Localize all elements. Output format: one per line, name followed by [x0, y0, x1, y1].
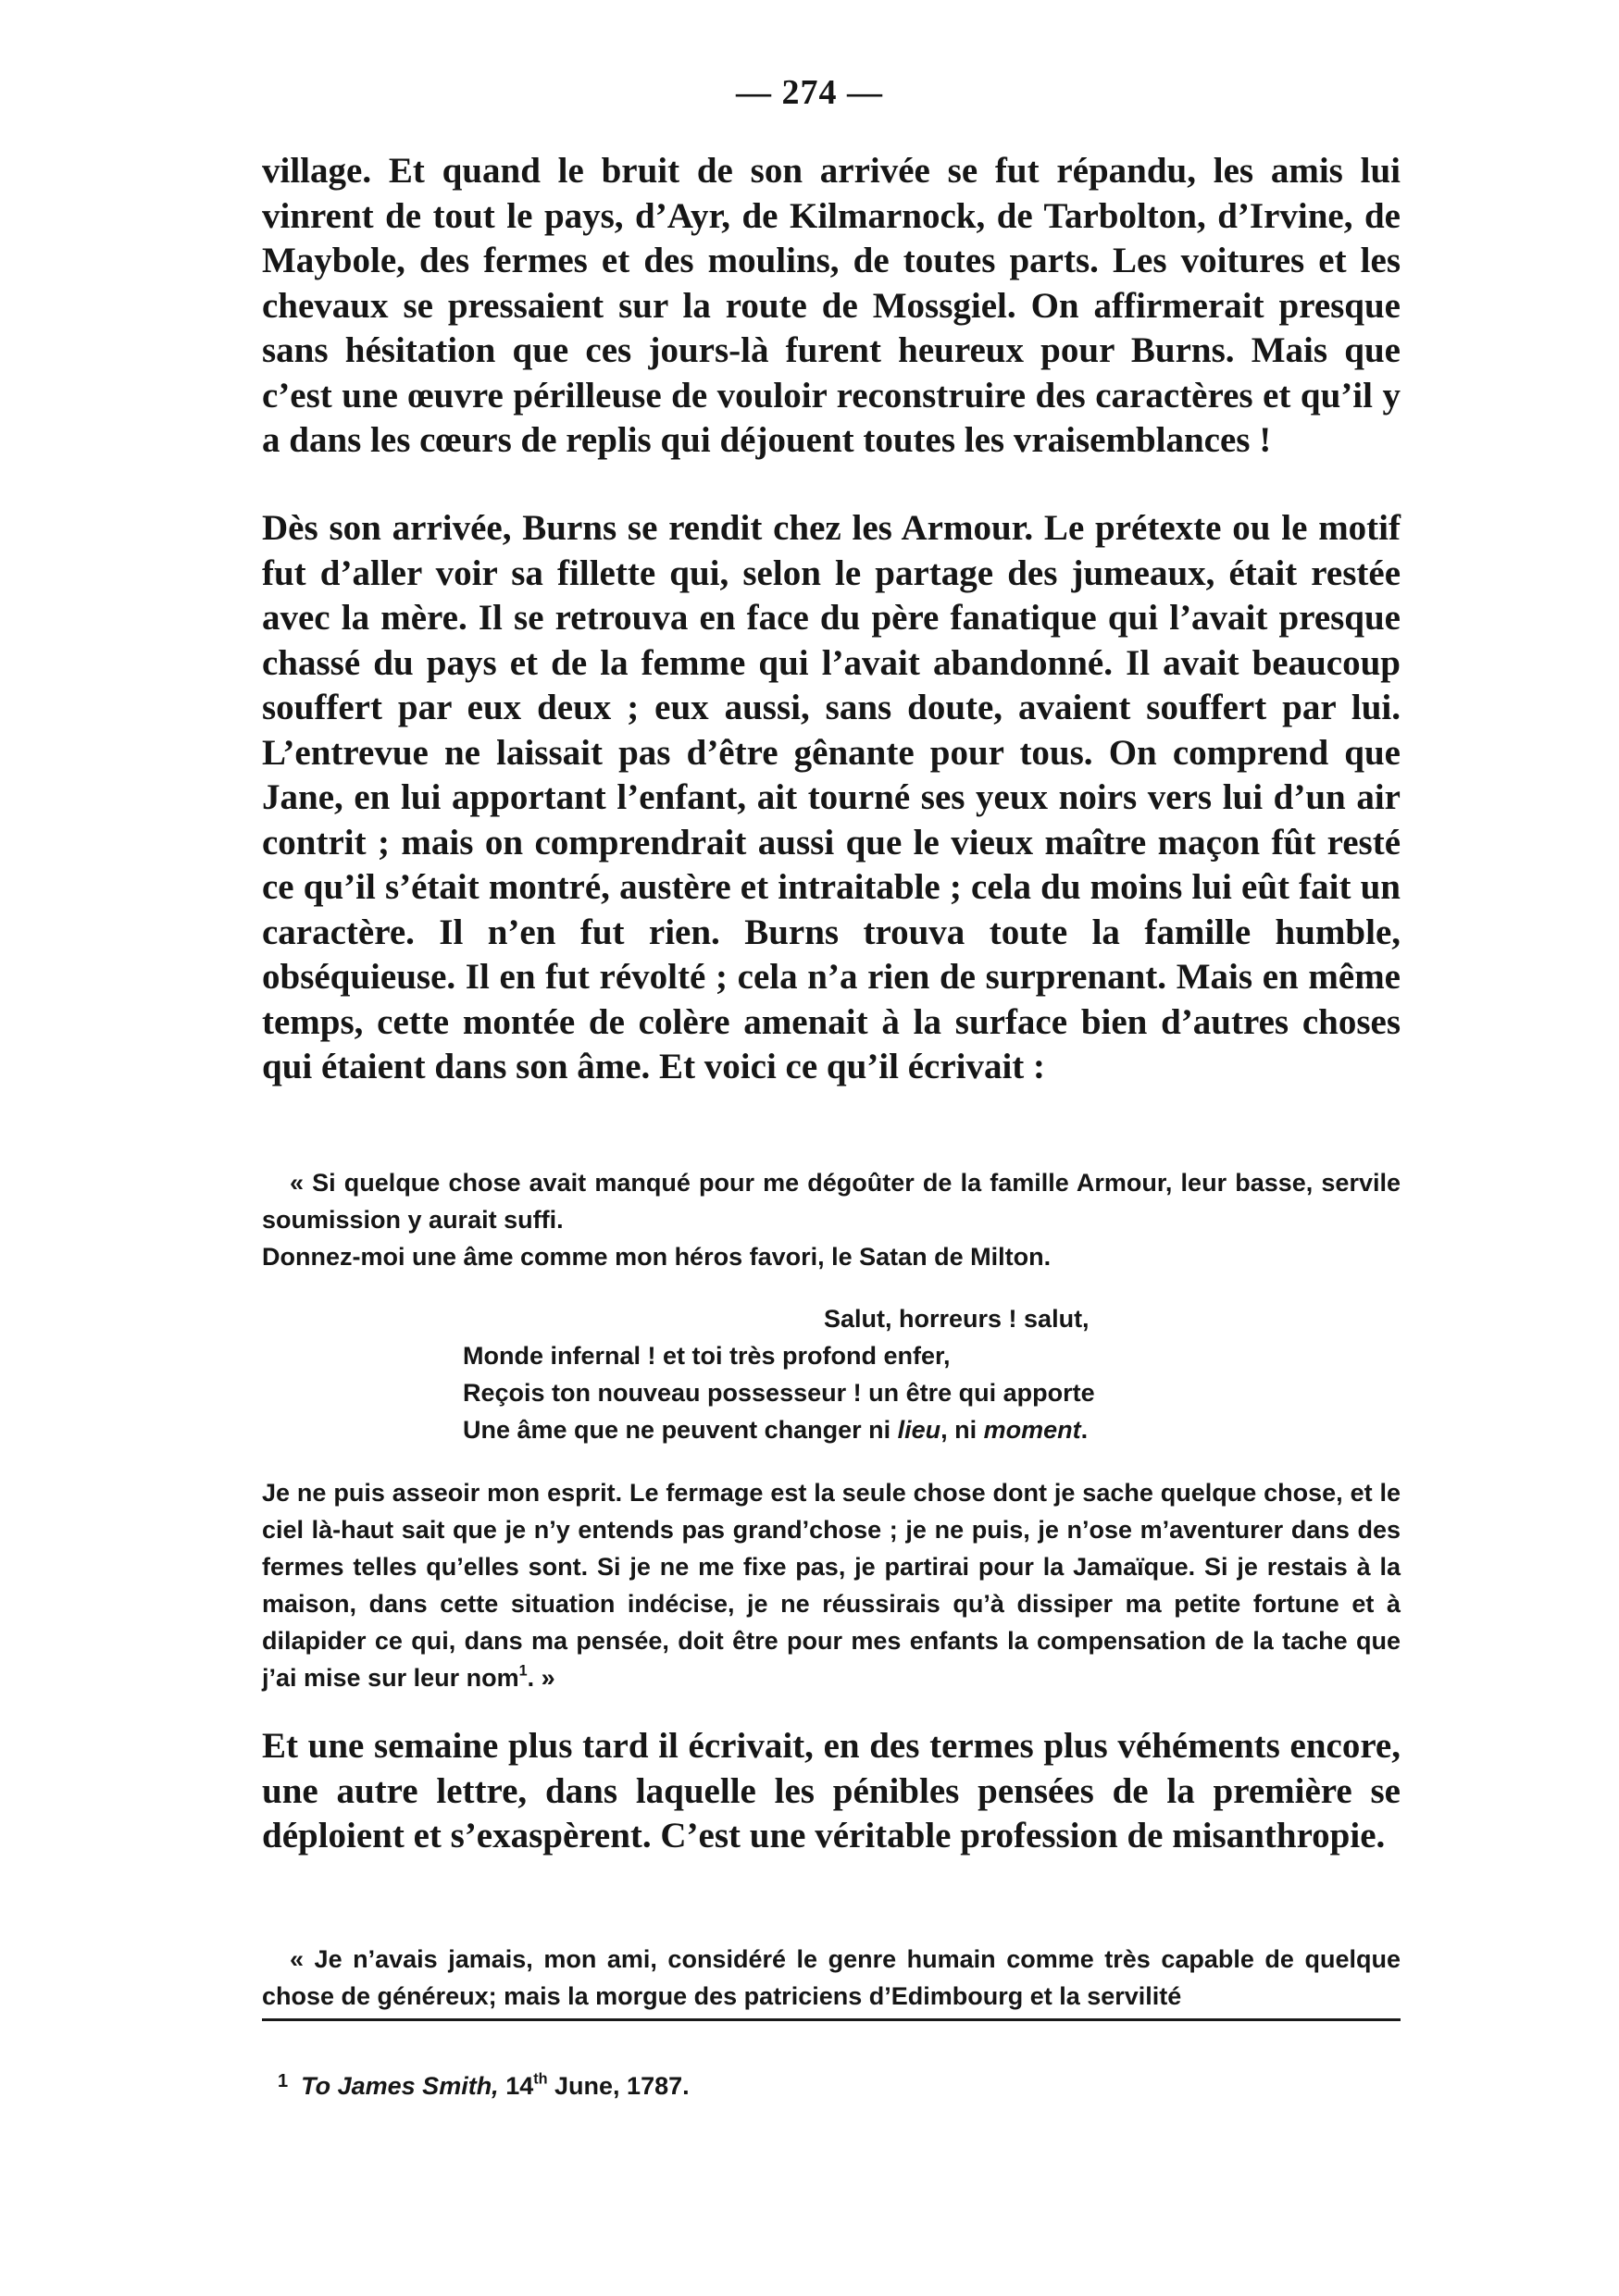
body-paragraph: Et une semaine plus tard il écrivait, en des termes plus véhéments encore, une autre lettre, dans laquelle les pénibles pensées de la première se déploient et s’exaspèrent. C’est une véritable profession de misanthropie. [262, 1726, 1401, 1855]
verse-line: Salut, horreurs ! salut, [824, 1305, 1090, 1333]
verse-line: Monde infernal ! et toi très profond enfer, [463, 1342, 951, 1370]
page-number: — 274 — [736, 73, 883, 112]
footnote [278, 2071, 690, 2101]
footnote-ordinal: th [533, 2070, 548, 2088]
quote-text: « Si quelque chose avait manqué pour me dégoûter de la famille Armour, leur basse, servile soumission y aurait suffi. [262, 1169, 1401, 1234]
footnote-reference: 1 [518, 1662, 528, 1680]
letter-quote [262, 1474, 1401, 1696]
verse-text: . [1080, 1416, 1089, 1444]
quote-text: Donnez-moi une âme comme mon héros favori, le Satan de Milton. [262, 1243, 1052, 1271]
verse-quote [463, 1300, 1095, 1448]
quote-body: Je ne puis asseoir mon esprit. Le fermage est la seule chose dont je sache quelque chose, et le ciel là-haut sait que je n’y entends pas grand’chose ; je ne puis, je n’ose m’aventurer dans des fermes telles qu’elles sont. Si je ne me fixe pas, je partirai pour la Jamaïque. Si je restais à la maison, dans cette situation indécise, je ne réussirais qu’à dissiper ma petite fortune et à dilapider ce qui, dans ma pensée, doit être pour mes enfants la compensation de la tache que j’ai mise sur leur nom [262, 1479, 1401, 1692]
verse-line: Reçois ton nouveau possesseur ! un être qui apporte [463, 1379, 1095, 1407]
verse-emphasis: moment [983, 1416, 1081, 1444]
verse-emphasis: lieu [897, 1416, 941, 1444]
letter-quote [262, 1941, 1401, 2015]
verse-line [463, 1411, 1095, 1448]
letter-quote [262, 1164, 1401, 1275]
footnote-title: To James Smith, [301, 2072, 499, 2100]
footnote-day: 14 [505, 2072, 534, 2100]
footnote-marker: 1 [278, 2071, 289, 2091]
body-paragraph: village. Et quand le bruit de son arrivée se fut répandu, les amis lui vinrent de tout le pays, d’Ayr, de Kilmarnock, de Tarbolton, d’Irvine, de Maybole, des fermes et des moulins, de toutes parts. Les voitures et les chevaux se pressaient sur la route de Mossgiel. On affirmerait presque sans hésitation que ces jours-là furent heureux pour Burns. Mais que c’est une œuvre périlleuse de vouloir reconstruire des caractères et qu’il y a dans les cœurs de replis qui déjouent toutes les vraisemblances ! [262, 151, 1401, 460]
quote-text: « Je n’avais jamais, mon ami, considéré le genre humain comme très capable de quelque chose de généreux; mais la morgue des patriciens d’Edimbourg et la servilité [262, 1945, 1401, 2010]
footnote-date: June, 1787. [547, 2072, 690, 2100]
quote-end: . » [527, 1664, 555, 1692]
verse-text: Une âme que ne peuvent changer ni [463, 1416, 898, 1444]
verse-text: , ni [940, 1416, 984, 1444]
body-paragraph: Dès son arrivée, Burns se rendit chez les Armour. Le prétexte ou le motif fut d’aller voir sa fillette qui, selon le partage des jumeaux, était restée avec la mère. Il se retrouva en face du père fanatique qui l’avait presque chassé du pays et de la femme qui l’avait abandonné. Il avait beaucoup souffert par eux deux ; eux aussi, sans doute, avaient souffert par lui. L’entrevue ne laissait pas d’être gênante pour tous. On comprend que Jane, en lui apportant l’enfant, ait tourné ses yeux noirs vers lui d’un air contrit ; mais on comprendrait aussi que le vieux maître maçon fût resté ce qu’il s’était montré, austère et intraitable ; cela du moins lui eût fait un caractère. Il n’en fut rien. Burns trouva toute la famille humble, obséquieuse. Il en fut révolté ; cela n’a rien de surprenant. Mais en même temps, cette montée de colère amenait à la surface bien d’autres choses qui étaient dans son âme. Et voici ce qu’il écrivait : [262, 508, 1401, 1086]
footnote-divider [262, 2018, 1401, 2021]
quote-text [262, 1474, 1401, 1696]
